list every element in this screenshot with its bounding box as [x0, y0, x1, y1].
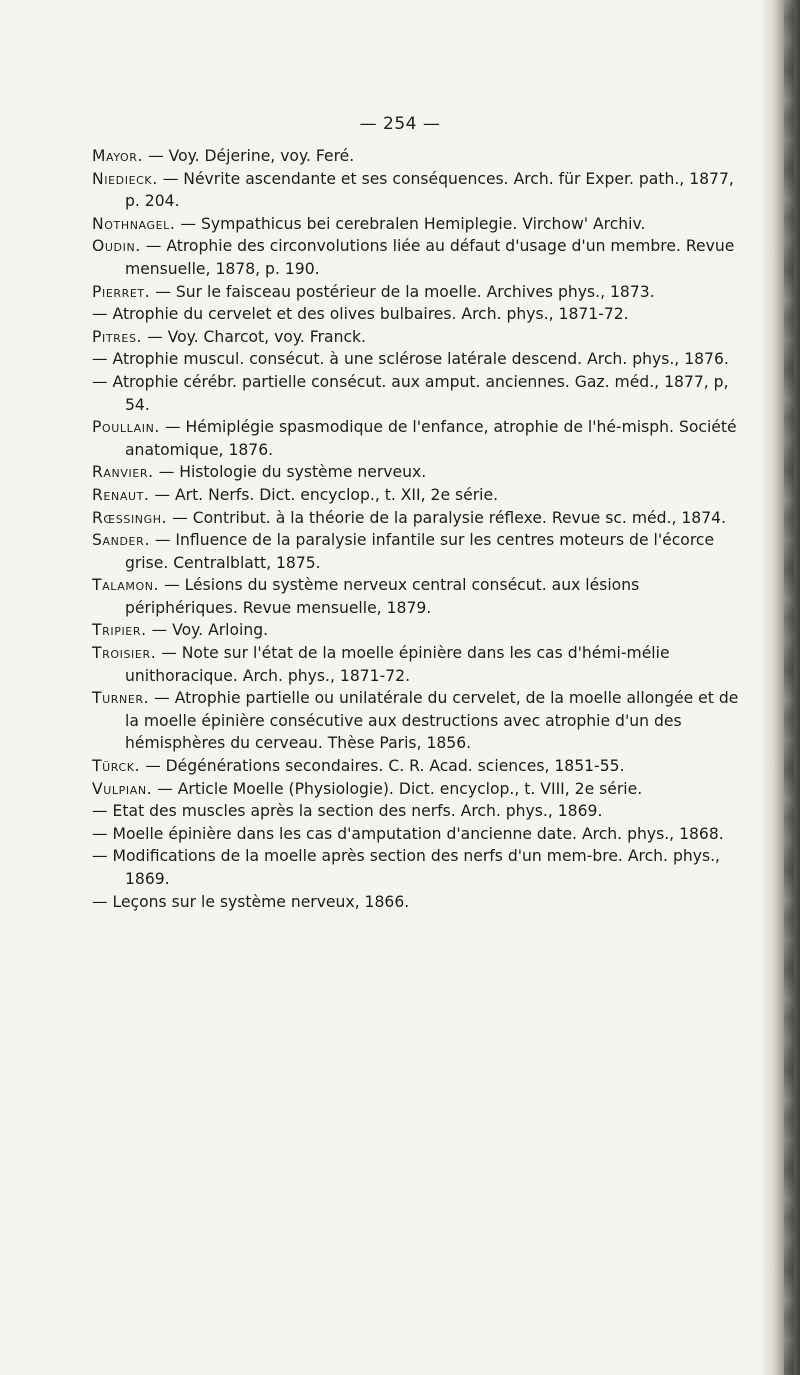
entry-author: Nothnagel.: [92, 214, 176, 233]
entry-text: — Leçons sur le système nerveux, 1866.: [92, 892, 410, 911]
entry-text: — Moelle épinière dans les cas d'amputation d'ancienne date. Arch. phys., 1868.: [92, 824, 724, 843]
entry-author: Vulpian.: [92, 779, 153, 798]
bibliography-entry: [92, 213, 742, 236]
page-gutter-shadow: [760, 0, 800, 1375]
entry-author: Pitres.: [92, 327, 143, 346]
entry-author: Niedieck.: [92, 169, 158, 188]
bibliography-entry: [92, 755, 742, 778]
entry-text: — Etat des muscles après la section des nerfs. Arch. phys., 1869.: [92, 802, 603, 821]
entry-text: — Note sur l'état de la moelle épinière dans les cas d'hémi-mélie unithoracique. Arch. phys., 1871-72.: [125, 644, 670, 685]
bibliography-entry: [92, 145, 742, 168]
entry-text: — Article Moelle (Physiologie). Dict. encyclop., t. VIII, 2e série.: [157, 779, 643, 798]
entry-author: Sander.: [92, 531, 150, 550]
entry-text: — Dégénérations secondaires. C. R. Acad. sciences, 1851-55.: [145, 757, 625, 776]
bibliography-entry: [92, 778, 742, 801]
bibliography-entry: [92, 235, 742, 280]
entry-author: Mayor.: [92, 147, 144, 165]
entry-text: — Histologie du système nerveux.: [158, 463, 427, 482]
bibliography-entry: [92, 574, 742, 619]
entry-author: Troisier.: [92, 644, 157, 663]
entry-text: — Voy. Charcot, voy. Franck.: [147, 327, 367, 346]
entry-text: — Modifications de la moelle après section des nerfs d'un mem-bre. Arch. phys., 1869.: [92, 847, 720, 888]
entry-author: Talamon.: [92, 576, 160, 595]
entry-text: — Voy. Déjerine, voy. Feré.: [148, 147, 355, 165]
entry-text: — Influence de la paralysie infantile sur les centres moteurs de l'écorce grise. Centralblatt, 1875.: [125, 531, 715, 572]
page-number: — 254 —: [359, 114, 441, 134]
bibliography-entry-continued: [92, 891, 742, 914]
entry-text: — Sympathicus bei cerebralen Hemiplegie. Virchow' Archiv.: [180, 214, 646, 233]
entry-text: — Art. Nerfs. Dict. encyclop., t. XII, 2e série.: [154, 485, 499, 504]
bibliography-entry: [92, 507, 742, 530]
bibliography-entry: [92, 168, 742, 213]
entry-author: Pierret.: [92, 282, 151, 301]
entry-author: Oudin.: [92, 237, 141, 256]
bibliography-entry: [92, 529, 742, 574]
bibliography-entry-continued: [92, 348, 742, 371]
bibliography-entry-continued: [92, 800, 742, 823]
entry-text: — Atrophie du cervelet et des olives bulbaires. Arch. phys., 1871-72.: [92, 305, 629, 324]
entry-author: Türck.: [92, 757, 141, 776]
entry-text: — Atrophie partielle ou unilatérale du cervelet, de la moelle allongée et de la moelle épinière consécutive aux destructions avec atrophie d'un des hémisphères du cerveau. Thèse Paris, 1856.: [125, 689, 739, 753]
entry-text: — Sur le faisceau postérieur de la moelle. Archives phys., 1873.: [155, 282, 655, 301]
bibliography-entry: [92, 619, 742, 642]
entry-text: — Voy. Arloing.: [151, 621, 269, 640]
entry-author: Ranvier.: [92, 463, 154, 482]
entry-text: — Contribut. à la théorie de la paralysie réflexe. Revue sc. méd., 1874.: [172, 508, 727, 527]
entry-text: — Lésions du système nerveux central consécut. aux lésions périphériques. Revue mensuelle, 1879.: [125, 576, 640, 617]
entry-author: Rœssingh.: [92, 508, 168, 527]
bibliography-entry: [92, 416, 742, 461]
bibliography-entry-continued: [92, 303, 742, 326]
bibliography-entry: [92, 484, 742, 507]
binding-edge: [784, 0, 794, 1375]
entry-author: Tripier.: [92, 621, 147, 640]
entry-text: — Névrite ascendante et ses conséquences. Arch. für Exper. path., 1877, p. 204.: [125, 169, 734, 211]
bibliography-entry: [92, 281, 742, 304]
bibliography-list: [92, 145, 742, 913]
entry-text: — Hémiplégie spasmodique de l'enfance, atrophie de l'hé-misph. Société anatomique, 1876.: [125, 418, 737, 459]
entry-author: Poullain.: [92, 418, 160, 437]
bibliography-entry: [92, 687, 742, 755]
bibliography-entry: [92, 326, 742, 349]
bibliography-entry-continued: [92, 371, 742, 416]
entry-text: — Atrophie des circonvolutions liée au défaut d'usage d'un membre. Revue mensuelle, 1878, p. 190.: [125, 237, 735, 278]
entry-author: Renaut.: [92, 485, 150, 504]
entry-text: — Atrophie cérébr. partielle consécut. aux amput. anciennes. Gaz. méd., 1877, p, 54.: [92, 372, 729, 414]
bibliography-entry: [92, 642, 742, 687]
bibliography-entry-continued: [92, 845, 742, 890]
bibliography-entry-continued: [92, 823, 742, 846]
entry-text: — Atrophie muscul. consécut. à une sclérose latérale descend. Arch. phys., 1876.: [92, 350, 729, 369]
bibliography-entry: [92, 461, 742, 484]
entry-author: Turner.: [92, 689, 150, 708]
